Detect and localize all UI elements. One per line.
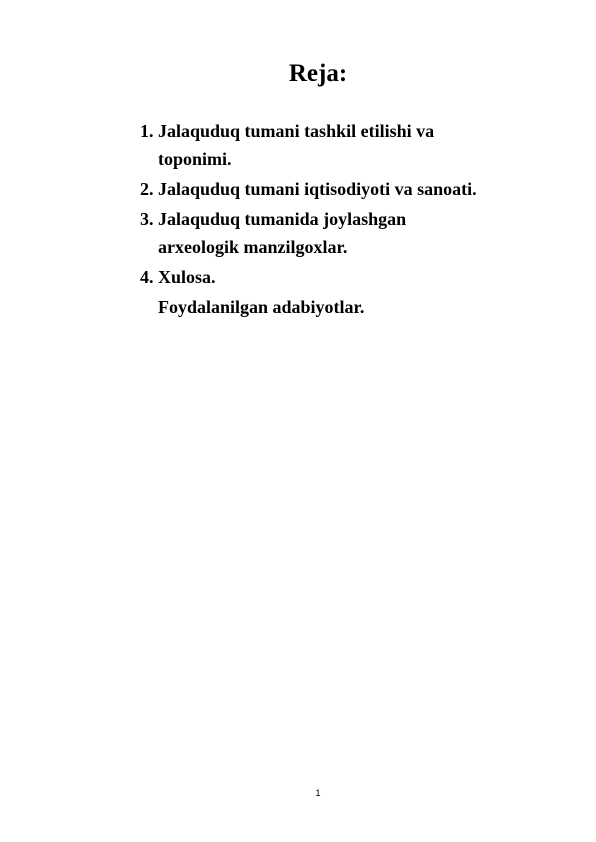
bibliography-line: Foydalanilgan adabiyotlar. (158, 297, 365, 317)
plan-item-text: Jalaquduq tumanida joylashgan arxeologik manzilgoxlar. (158, 209, 407, 257)
plan-item-1 (140, 117, 570, 173)
plan-item-4 (140, 263, 570, 291)
plan-item-number: 2. (140, 179, 154, 199)
plan-item-3 (140, 205, 570, 261)
plan-item-text: Jalaquduq tumani tashkil etilishi va toponimi. (158, 121, 435, 169)
page-number: 1 (315, 788, 321, 798)
plan-item-text: Xulosa. (158, 267, 216, 287)
page-title: Reja: (288, 60, 348, 87)
plan-item-text: Jalaquduq tumani iqtisodiyoti va sanoati. (158, 179, 477, 199)
plan-item-number: 3. (140, 209, 154, 229)
plan-item-number: 4. (140, 267, 154, 287)
plan-list (140, 117, 570, 321)
plan-item-2 (140, 175, 570, 203)
plan-item-number: 1. (140, 121, 154, 141)
